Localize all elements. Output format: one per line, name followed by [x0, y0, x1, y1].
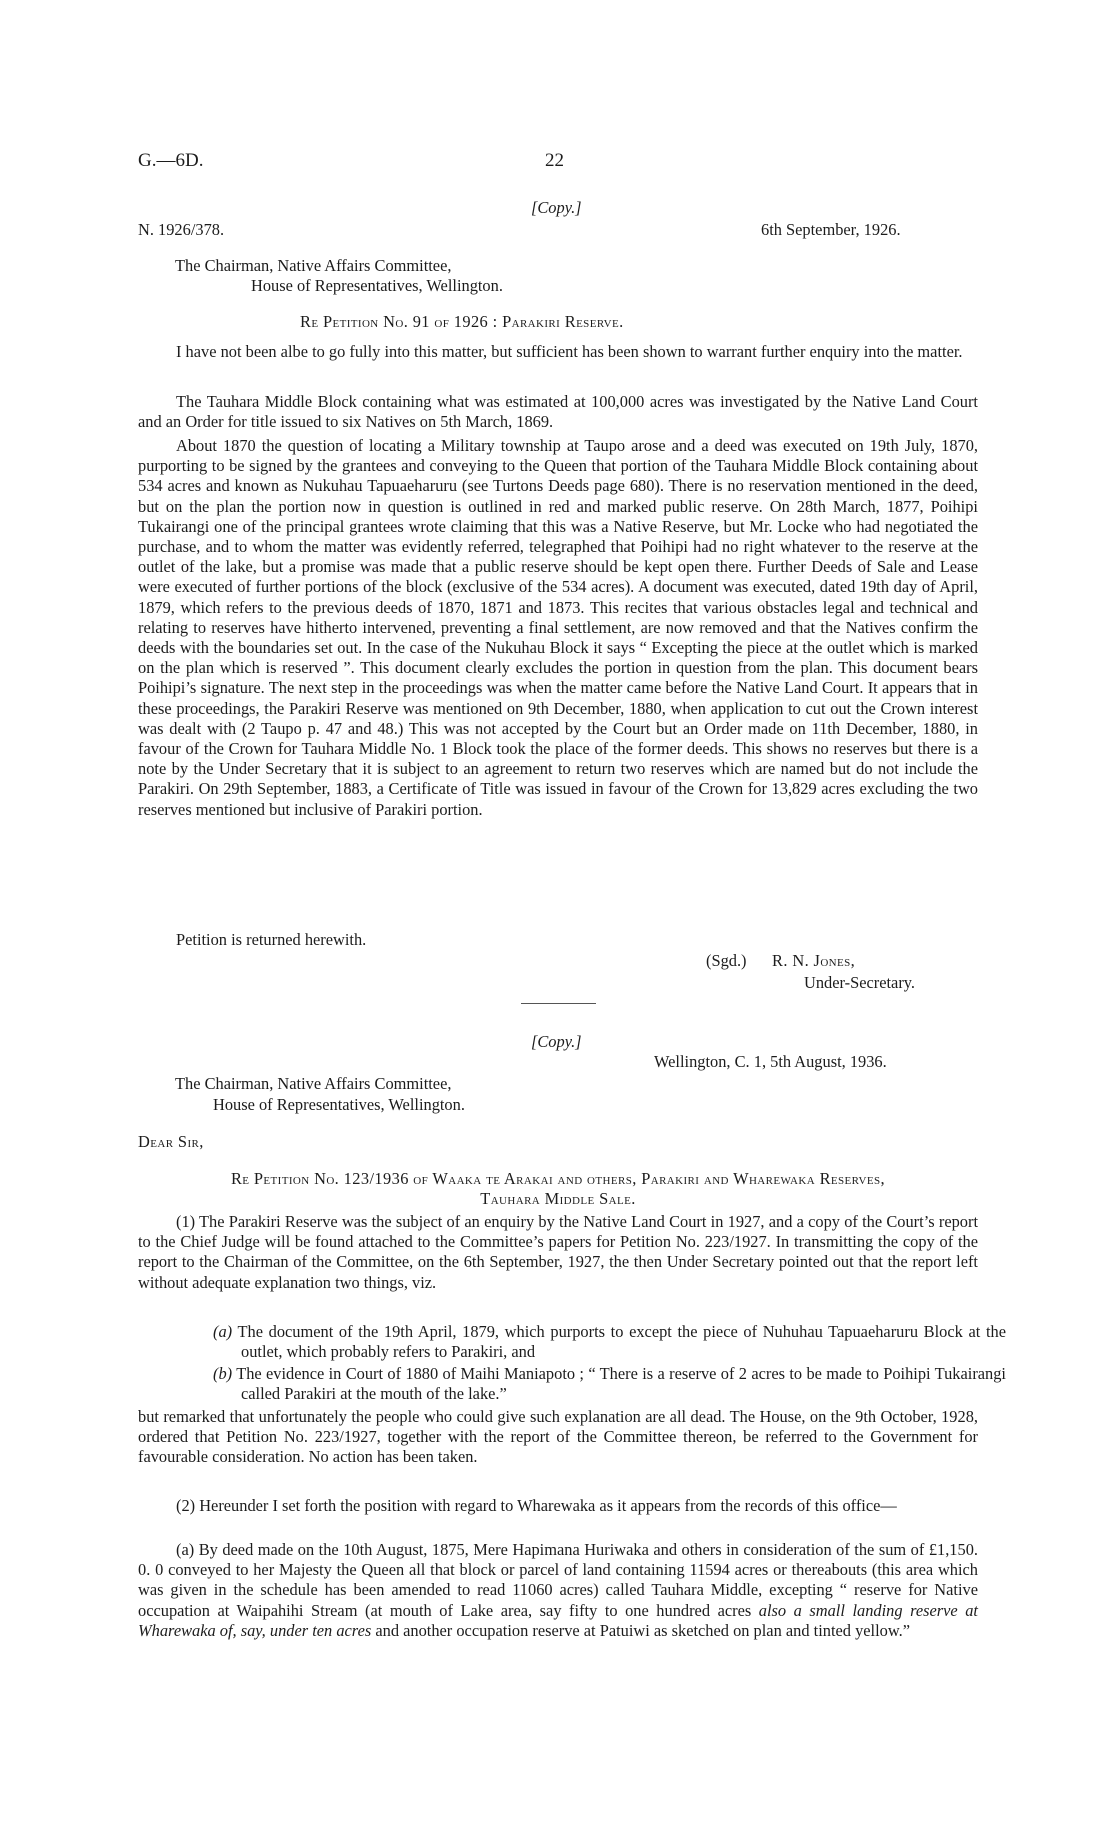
paragraph-italic-text: also a small landing reserve at Wharewaka of, say, under ten acres	[138, 1600, 978, 1640]
copy-label: [Copy.]	[531, 198, 582, 217]
addressee-line: House of Representatives, Wellington.	[213, 1095, 465, 1114]
subject-line: Tauhara Middle Sale.	[480, 1189, 636, 1208]
list-item	[213, 1322, 1006, 1362]
file-reference: N. 1926/378.	[138, 220, 225, 239]
paragraph: (2) Hereunder I set forth the position with regard to Wharewaka as it appears from the records of this office—	[176, 1496, 897, 1515]
paragraph: but remarked that unfortunately the people who could give such explanation are all dead. The House, on the 9th October, 1928, ordered that Petition No. 223/1927, together with the report of the Committee thereon, be referred to the Government for favourable consideration. No action has been taken.	[138, 1407, 978, 1467]
paragraph: Petition is returned herewith.	[176, 930, 367, 949]
salutation: Dear Sir,	[138, 1132, 204, 1151]
addressee-line: The Chairman, Native Affairs Committee,	[175, 256, 452, 275]
item-label: (a)	[213, 1322, 233, 1341]
item-text: The document of the 19th April, 1879, which purports to except the piece of Nuhuhau Tapuaeharuru Block at the outlet, which probably refers to Parakiri, and	[237, 1322, 1006, 1362]
divider	[521, 1003, 596, 1004]
signature-name: R. N. Jones,	[772, 951, 856, 970]
paragraph	[138, 1540, 978, 1641]
page-number: 22	[545, 150, 564, 171]
subject-line: Re Petition No. 91 of 1926 : Parakiri Reserve.	[300, 312, 624, 331]
paragraph: The Tauhara Middle Block containing what was estimated at 100,000 acres was investigated by the Native Land Court and an Order for title issued to six Natives on 5th March, 1869.	[138, 392, 978, 432]
addressee-line: The Chairman, Native Affairs Committee,	[175, 1074, 452, 1093]
letter-date: Wellington, C. 1, 5th August, 1936.	[654, 1052, 887, 1071]
item-label: (b)	[213, 1364, 233, 1383]
signature-title: Under-Secretary.	[804, 973, 916, 992]
addressee-line: House of Representatives, Wellington.	[251, 276, 503, 295]
paragraph: About 1870 the question of locating a Military township at Taupo arose and a deed was executed on 19th July, 1870, purporting to be signed by the grantees and conveying to the Queen that portion of the Tauhara Middle Block containing about 534 acres and known as Nukuhau Tapuaeharuru (see Turtons Deeds page 680). There is no reservation mentioned in the deed, but on the plan the portion now in question is outlined in red and marked public reserve. On 28th March, 1877, Poihipi Tukairangi one of the principal grantees wrote claiming that this was a Native Reserve, but Mr. Locke who had negotiated the purchase, and to whom the matter was evidently referred, telegraphed that Poihipi had no right whatever to the reserve at the outlet of the lake, but a promise was made that a public reserve should be kept open there. Further Deeds of Sale and Lease were executed of further portions of the block (exclusive of the 534 acres). A document was executed, dated 19th day of April, 1879, which refers to the previous deeds of 1870, 1871 and 1873. This recites that various obstacles legal and technical and relating to reserves have hitherto intervened, preventing a final settlement, are now removed and that the Natives confirm the deeds with the boundaries set out. In the case of the Nukuhau Block it says “ Excepting the piece at the outlet which is marked on the plan which is reserved ”. This document clearly excludes the portion in question from the plan. This document bears Poihipi’s signature. The next step in the proceedings was when the matter came before the Native Land Court. It appears that in these proceedings, the Parakiri Reserve was mentioned on 9th December, 1880, when application to cut out the Crown interest was dealt with (2 Taupo p. 47 and 48.) This was not accepted by the Court but an Order made on 11th December, 1880, in favour of the Crown for Tauhara Middle No. 1 Block took the place of the former deeds. This shows no reserves but there is a note by the Under Secretary that it is subject to an agreement to return two reserves which are named but do not include the Parakiri. On 29th September, 1883, a Certificate of Title was issued in favour of the Crown for 13,829 acres excluding the two reserves mentioned but inclusive of Parakiri portion.	[138, 436, 978, 819]
signature-sgd: (Sgd.)	[706, 951, 747, 970]
paragraph-text: (a) By deed made on the 10th August, 1875, Mere Hapimana Huriwaka and others in consideration of the sum of £1,150. 0. 0 conveyed to her Majesty the Queen all that block or parcel of land containing 11594 acres or thereabouts (this area which was given in the schedule has been amended to read 11060 acres) called Tauhara Middle, excepting “ reserve for Native occupation at Waipahihi Stream (at mouth of Lake area, say fifty to one hundred acres	[138, 1540, 978, 1620]
copy-label: [Copy.]	[531, 1032, 582, 1051]
paragraph: I have not been albe to go fully into this matter, but sufficient has been shown to warrant further enquiry into the matter.	[176, 342, 963, 361]
paragraph-text: and another occupation reserve at Patuiwi as sketched on plan and tinted yellow.”	[375, 1620, 910, 1640]
item-text: The evidence in Court of 1880 of Maihi Maniapoto ; “ There is a reserve of 2 acres to be made to Poihipi Tukairangi called Parakiri at the mouth of the lake.”	[236, 1364, 1006, 1404]
subject-line: Re Petition No. 123/1936 of Waaka te Arakai and others, Parakiri and Wharewaka Reserves,	[230, 1169, 886, 1188]
document-reference: G.—6D.	[138, 150, 204, 171]
letter-date: 6th September, 1926.	[761, 220, 901, 239]
list-item	[213, 1364, 1006, 1404]
paragraph: (1) The Parakiri Reserve was the subject of an enquiry by the Native Land Court in 1927, and a copy of the Court’s report to the Chief Judge will be found attached to the Committee’s papers for Petition No. 223/1927. In transmitting the copy of the report to the Chairman of the Committee, on the 6th September, 1927, the then Under Secretary pointed out that the report left without adequate explanation two things, viz.	[138, 1212, 978, 1292]
